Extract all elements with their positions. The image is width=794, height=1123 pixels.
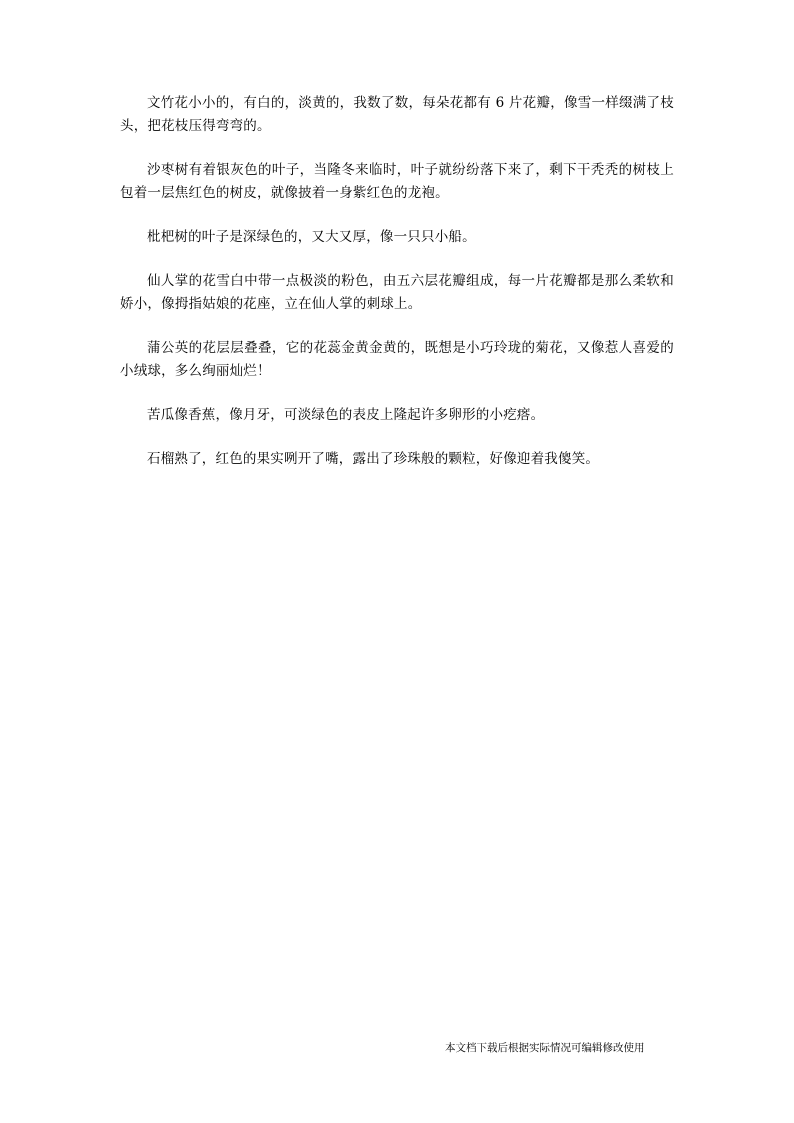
paragraph-kugua: 苦瓜像香蕉，像月牙，可淡绿色的表皮上隆起许多卵形的小疙瘩。 — [147, 407, 545, 423]
paragraph-pipa: 枇杷树的叶子是深绿色的，又大又厚，像一只只小船。 — [147, 229, 476, 245]
paragraph-shiliu: 石榴熟了，红色的果实咧开了嘴，露出了珍珠般的颗粒，好像迎着我傻笑。 — [147, 451, 600, 467]
document-body — [120, 92, 674, 492]
paragraph-wenzhu: 文竹花小小的，有白的，淡黄的，我数了数，每朵花都有 6 片花瓣，像雪一样缀满了枝头，把花枝压得弯弯的。 — [120, 95, 674, 134]
paragraph-shazao: 沙枣树有着银灰色的叶子，当隆冬来临时，叶子就纷纷落下来了，剩下干秃秃的树枝上包着一层焦红色的树皮，就像披着一身紫红色的龙袍。 — [120, 162, 674, 201]
paragraph-xianrenzhang: 仙人掌的花雪白中带一点极淡的粉色，由五六层花瓣组成，每一片花瓣都是那么柔软和娇小，像拇指姑娘的花座，立在仙人掌的刺球上。 — [120, 273, 674, 312]
paragraph-pugongying: 蒲公英的花层层叠叠，它的花蕊金黄金黄的，既想是小巧玲珑的菊花，又像惹人喜爱的小绒球，多么绚丽灿烂！ — [120, 340, 674, 379]
page-footer: 本文档下载后根据实际情况可编辑修改使用 — [445, 1042, 645, 1054]
